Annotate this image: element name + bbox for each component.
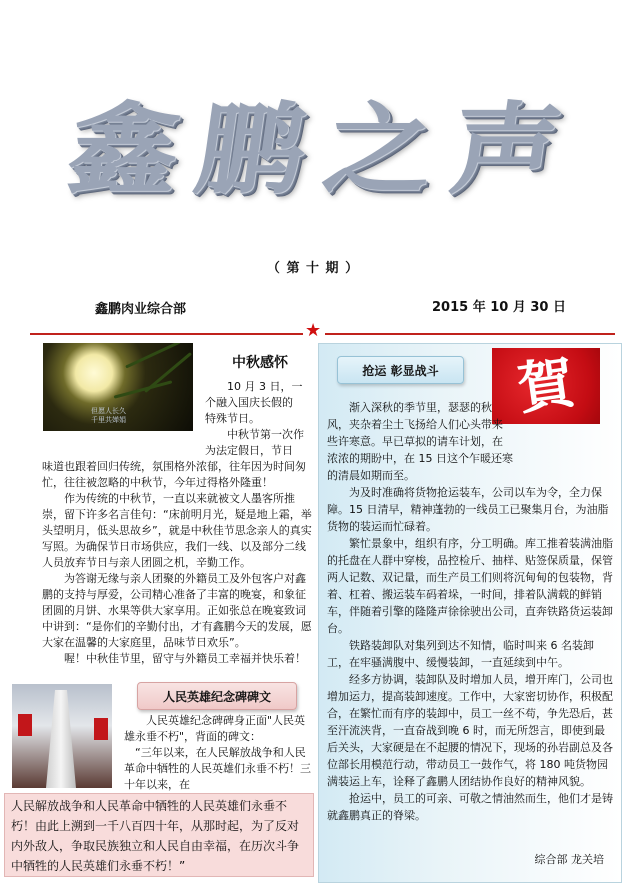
hero-paragraph-1: 人民英雄纪念碑碑身正面"人民英雄永垂不朽"，背面的碑文： <box>124 714 306 743</box>
monument-image <box>12 684 112 788</box>
monument-tower <box>46 690 76 788</box>
rush-paragraph-2: 为及时准确将货物抢运装车，公司以车为令，全力保障。15 日清早，精神蓬勃的一线员工已聚集月台，为油脂货物的装运而忙碌着。 <box>327 486 609 533</box>
masthead-char-3: 之 <box>316 92 441 208</box>
star-icon: ★ <box>305 320 322 341</box>
masthead-char-2: 鹏 <box>189 92 314 208</box>
hero-article-body <box>124 713 314 793</box>
issue-date: 2015 年 10 月 30 日 <box>432 300 566 315</box>
image-caption <box>91 407 126 425</box>
image-caption-line-1: 但愿人长久 <box>91 406 126 415</box>
masthead-char-1: 鑫 <box>61 92 186 208</box>
bamboo-leaf <box>114 380 173 398</box>
masthead-char-4: 声 <box>444 92 569 208</box>
masthead-title <box>60 85 570 215</box>
intro-line-2: 个融入国庆长假的 <box>205 396 293 409</box>
moon-article-intro <box>205 379 313 459</box>
intro-line-3: 特殊节日。 <box>205 412 260 425</box>
issue-number <box>0 257 626 276</box>
image-caption-line-2: 千里共婵娟 <box>91 415 126 424</box>
issue-label: 第 十 期 <box>286 261 340 276</box>
rush-paragraph-1: 渐入深秋的季节里，瑟瑟的秋风，夹杂着尘土飞扬给人们心头带来些许寒意。早已草拟的请车计划，在浓浓的期盼中，在 15 日这个乍暖还寒的清晨如期而至。 <box>327 401 513 482</box>
org-name: 鑫鹏肉业综合部 <box>95 302 187 317</box>
moon-paragraph-3: 为答谢无缘与亲人团聚的外籍员工及外包客户对鑫鹏的支持与厚爱，公司精心准备了丰富的晚宴，和象征团圆的月饼、水果等供大家享用。正如张总在晚宴致词中讲到：“是你们的辛勤付出，才有鑫鹏今天的发展，愿大家在温馨的大家庭里，品味节日欢乐”。 <box>42 572 312 649</box>
rush-article-body <box>327 399 613 824</box>
moon-paragraph-1: 味道也跟着回归传统，氛围格外浓郁，往年因为时间匆忙，往往被忽略的中秋节，今年过得格外隆重！ <box>42 460 306 489</box>
intro-line-4: 中秋节第一次作 <box>227 428 304 441</box>
rush-paragraph-5: 经多方协调，装卸队及时增加人员，增开库门，公司也增加运力，提高装卸速度。工作中，大家密切协作，积极配合，在繁忙而有序的装卸中，员工一丝不苟，争先恐后，甚至汗流浃背，一直奋战到晚 6 时，而无所怨言，即使到最后关头，大家硬是在不起腰的情况下，现场的孙岩副总及各位部长用模范行动，带动员工一鼓作气，将 180 吨货物园满装运上车，诠释了鑫鹏人团结协作良好的精神风貌。 <box>327 673 613 788</box>
hero-paragraph-2: “三年以来，在人民解放战争和人民革命中牺牲的人民英雄们永垂不朽！三十年以来，在 <box>124 746 311 791</box>
intro-line-5: 为法定假日，节日 <box>205 444 293 457</box>
hero-article-title: 人民英雄纪念碑碑文 <box>137 682 297 710</box>
moon-paragraph-4: 喔！中秋佳节里，留守与外籍员工幸福并快乐着！ <box>64 652 306 665</box>
rush-paragraph-4: 铁路装卸队对集列到达不知情，临时叫来 6 名装卸工，在牢骚满腹中、缓慢装卸，一直延续到中午。 <box>327 639 594 669</box>
article-signature: 综合部 龙关培 <box>534 853 604 866</box>
issue-open-paren: （ <box>266 261 281 276</box>
red-flag <box>18 714 32 736</box>
divider-left <box>30 333 303 335</box>
hero-inscription-banner: 人民解放战争和人民革命中牺牲的人民英雄们永垂不朽！由此上溯到一千八百四十年，从那时起，为了反对内外敌人，争取民族独立和人民自由幸福，在历次斗争中牺牲的人民英雄们永垂不朽！” <box>4 793 314 877</box>
rush-article-title: 抢运 彰显战斗 <box>337 356 464 384</box>
moon-festival-image <box>43 343 193 431</box>
rush-paragraph-6: 抢运中，员工的可亲、可敬之情油然而生，他们才是铸就鑫鹏真正的脊梁。 <box>327 792 613 822</box>
moon-article-body <box>42 459 314 667</box>
divider-right <box>325 333 615 335</box>
rush-paragraph-3: 繁忙景象中，组织有序，分工明确。库工推着装满油脂的托盘在人群中穿梭，品控检斤、抽样、贴签保质量，保管两人记数、双记量，而生产员工们则将沉甸甸的包装物，背着、杠着、搬运装车码着垛，一时间，排着队满载的鲜销车，伴随着引擎的隆隆声徐徐驶出公司，直奔铁路货运装卸台。 <box>327 537 613 635</box>
bamboo-leaf <box>125 343 181 369</box>
moon-article-title: 中秋感怀 <box>232 355 288 371</box>
red-flag <box>94 718 108 740</box>
he-calligraphy-glyph: 賀 <box>513 349 579 423</box>
issue-close-paren: ） <box>345 261 360 276</box>
moon-paragraph-2: 作为传统的中秋节，一直以来就被文人墨客所推崇，留下许多名言佳句：“床前明月光，疑是地上霜，举头望明月，低头思故乡”，就是中秋佳节思念亲人的真实写照。为确保节日市场供应，我们一线、以及部分二线人员放弃节日与亲人团圆之机，辛勤工作。 <box>42 492 312 569</box>
intro-line-1: 10 月 3 日，一 <box>227 380 303 393</box>
